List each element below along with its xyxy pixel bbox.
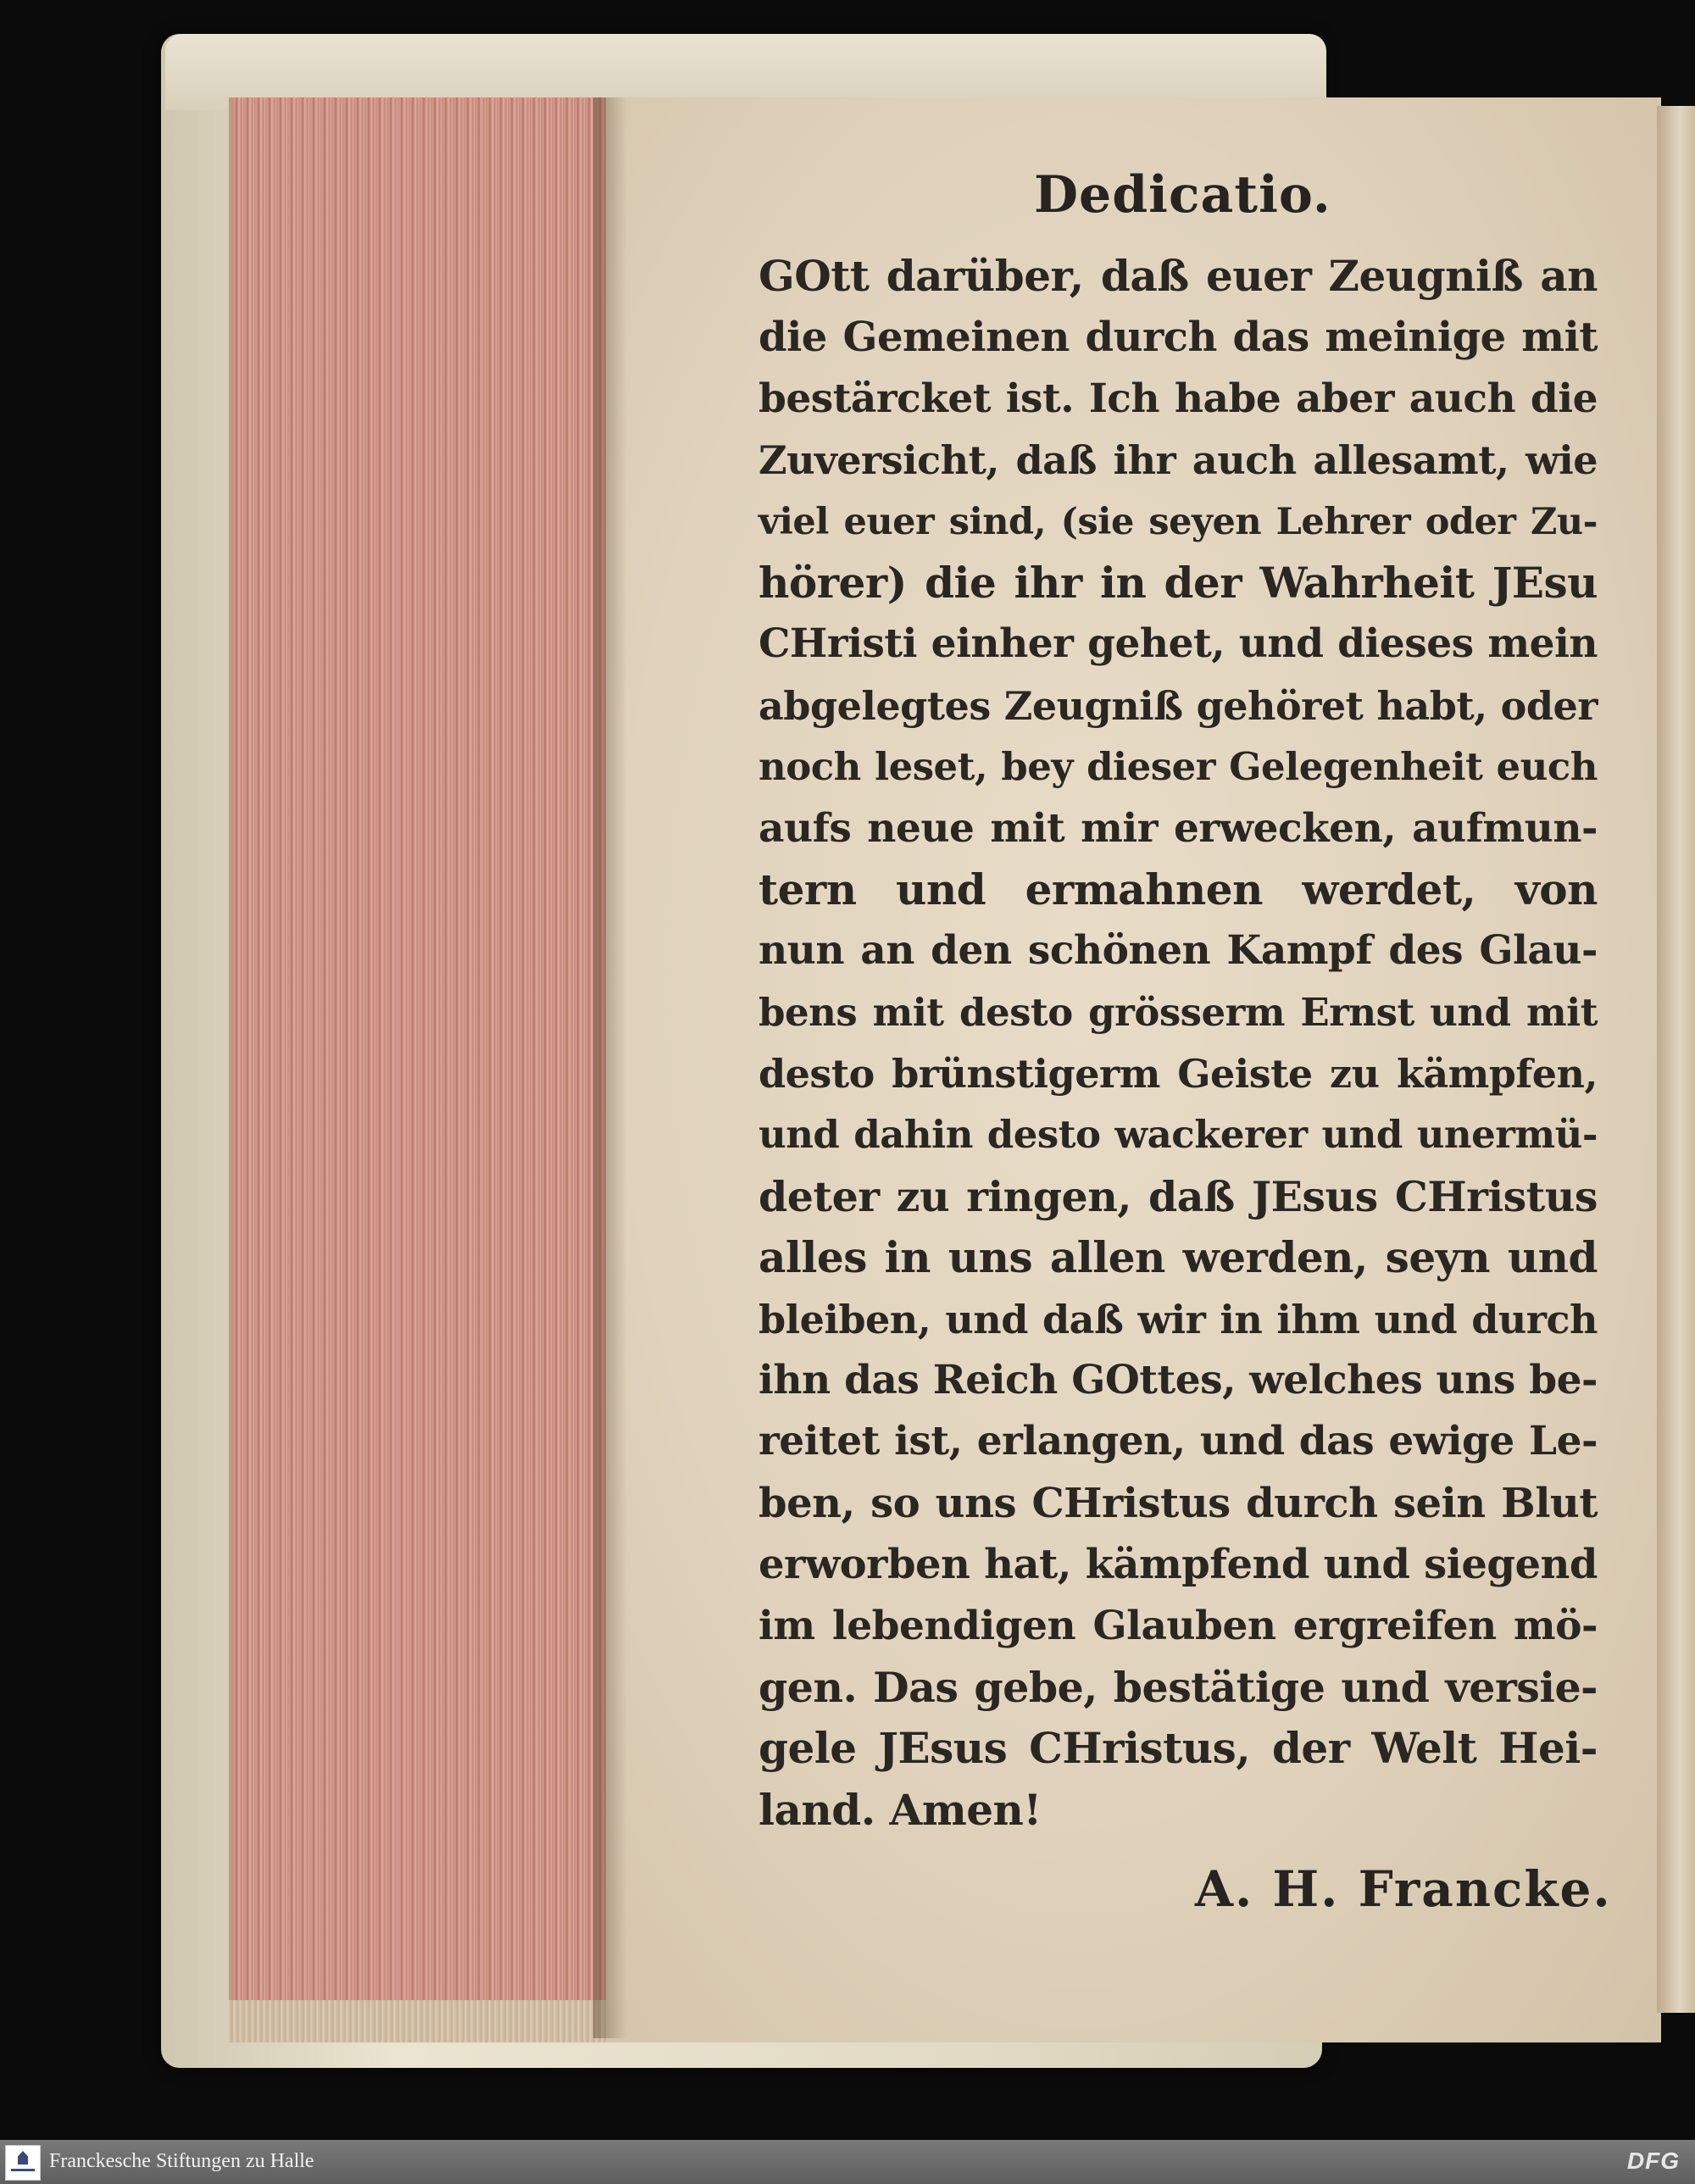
text-line: im lebendigen Glauben ergreifen mö- <box>759 1602 1598 1649</box>
text-line: CHristi einher gehet, und dieses mein <box>759 620 1598 668</box>
page-body-text <box>759 246 1598 1841</box>
dfg-logo: DFG <box>1626 2148 1680 2174</box>
text-line: nun an den schönen Kampf des Glau- <box>759 927 1598 975</box>
text-line: bestärcket ist. Ich habe aber auch die <box>759 375 1598 422</box>
text-line-last: land. Amen! <box>759 1784 1042 1835</box>
text-line: reitet ist, erlangen, und das ewige Le- <box>759 1418 1598 1465</box>
page-edges <box>229 97 614 2021</box>
institution-label: Franckesche Stiftungen zu Halle <box>49 2150 314 2172</box>
text-line: tern und ermahnen werdet, von <box>759 864 1598 914</box>
text-line: und dahin desto wackerer und unermü- <box>759 1112 1598 1158</box>
page-edges-bottom <box>229 2000 610 2042</box>
text-line: erworben hat, kämpfend und siegend <box>759 1541 1598 1589</box>
page-header: Dedicatio. <box>1034 165 1331 225</box>
facing-page-edge <box>1657 106 1695 2013</box>
gutter-shadow <box>593 97 627 2038</box>
text-line: ben, so uns CHristus durch sein Blut <box>759 1479 1598 1527</box>
signature: A. H. Francke. <box>1195 1860 1612 1918</box>
footer-bar <box>0 2140 1695 2184</box>
text-line: noch leset, bey dieser Gelegenheit euch <box>759 744 1598 790</box>
text-line: aufs neue mit mir erwecken, aufmun- <box>759 804 1598 852</box>
text-line: die Gemeinen durch das meinige mit <box>759 314 1598 362</box>
text-line: abgelegtes Zeugniß gehöret habt, oder <box>759 682 1598 729</box>
text-line: Zuversicht, daß ihr auch allesamt, wie <box>759 437 1598 484</box>
text-line: alles in uns allen werden, seyn und <box>759 1232 1598 1283</box>
text-line: hörer) die ihr in der Wahrheit JEsu <box>759 557 1598 608</box>
institution-logo-icon <box>5 2145 41 2181</box>
text-line: desto brünstigerm Geiste zu kämpfen, <box>759 1051 1598 1098</box>
text-line: bens mit desto grösserm Ernst und mit <box>759 989 1598 1035</box>
text-line: GOtt darüber, daß euer Zeugniß an <box>759 251 1598 301</box>
text-line: gele JEsus CHristus, der Welt Hei- <box>759 1723 1598 1774</box>
text-line: bleiben, und daß wir in ihm und durch <box>759 1296 1598 1342</box>
text-line: gen. Das gebe, bestätige und versie- <box>759 1662 1598 1712</box>
text-line: viel euer sind, (sie seyen Lehrer oder Zu- <box>759 500 1598 543</box>
text-line: deter zu ringen, daß JEsus CHristus <box>759 1171 1598 1221</box>
text-line: ihn das Reich GOttes, welches uns be- <box>759 1357 1598 1404</box>
